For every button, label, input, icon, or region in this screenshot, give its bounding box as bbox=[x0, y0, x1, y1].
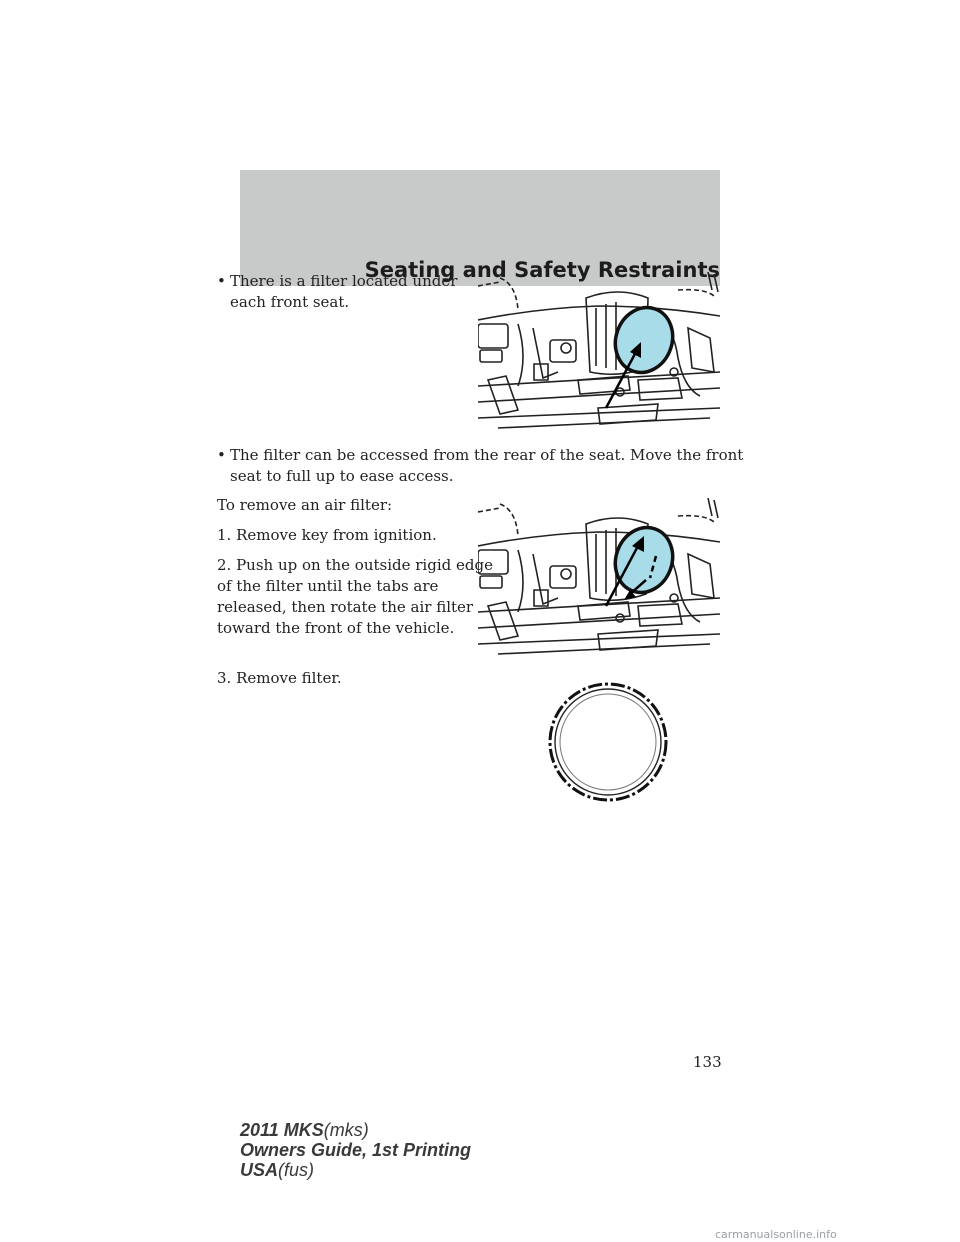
bullet2-line1: The filter can be accessed from the rear of the seat. Move the front bbox=[230, 446, 744, 464]
watermark: carmanualsonline.info bbox=[715, 1228, 837, 1241]
section-title: Seating and Safety Restraints bbox=[364, 258, 720, 282]
step2-line1: 2. Push up on the outside rigid edge bbox=[217, 556, 493, 574]
footer-line3: USA(fus) bbox=[240, 1160, 315, 1180]
bullet-marker: • bbox=[217, 446, 226, 464]
page-number: 133 bbox=[693, 1053, 722, 1071]
air-filter-illustration bbox=[546, 680, 670, 804]
bullet1-line2: each front seat. bbox=[230, 293, 350, 311]
intro-text: To remove an air filter: bbox=[217, 496, 393, 514]
step3-text: 3. Remove filter. bbox=[217, 669, 342, 687]
filter-location-illustration bbox=[478, 268, 720, 440]
footer-line2: Owners Guide, 1st Printing bbox=[240, 1140, 472, 1160]
step2-line2: of the filter until the tabs are bbox=[217, 577, 439, 595]
footer-line1: 2011 MKS(mks) bbox=[240, 1120, 369, 1140]
step1-text: 1. Remove key from ignition. bbox=[217, 526, 437, 544]
bullet-marker: • bbox=[217, 272, 226, 290]
bullet1-line1: There is a filter located under bbox=[230, 272, 458, 290]
footer bbox=[240, 1120, 471, 1180]
step2-line3: released, then rotate the air filter bbox=[217, 598, 474, 616]
filter-release-illustration bbox=[478, 494, 720, 666]
bullet2-line2: seat to full up to ease access. bbox=[230, 467, 454, 485]
step2-line4: toward the front of the vehicle. bbox=[217, 619, 455, 637]
